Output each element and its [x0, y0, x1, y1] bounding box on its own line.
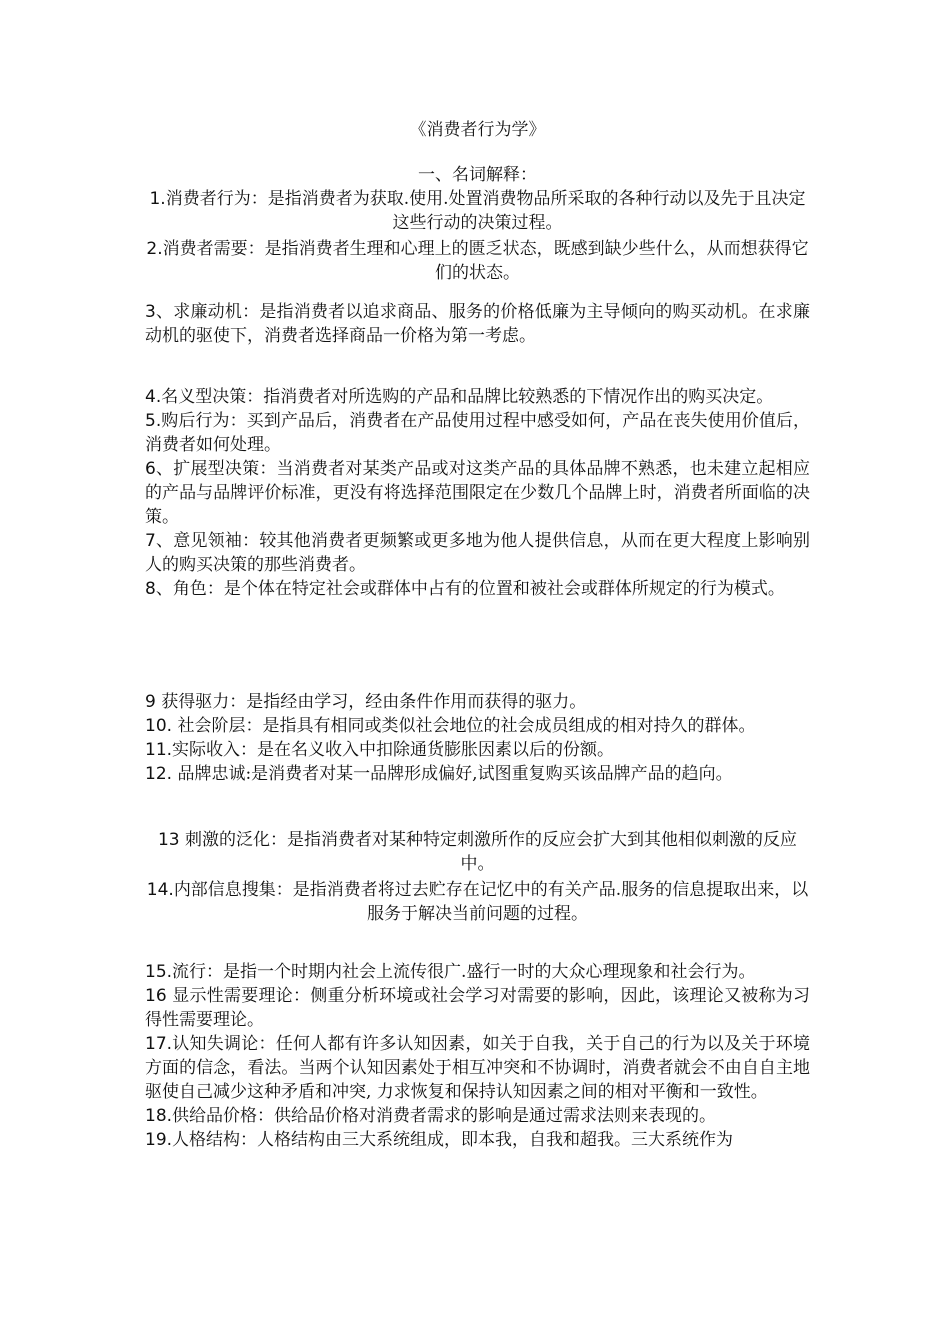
entry-4-number: 4. [145, 387, 162, 407]
document-title-wrap [145, 118, 810, 142]
entry-8-text: 角色：是个体在特定社会或群体中占有的位置和被社会或群体所规定的行为模式。 [172, 579, 785, 599]
entry-4 [145, 385, 810, 409]
entry-2 [145, 237, 810, 285]
entry-1 [145, 187, 810, 235]
entry-group-1 [145, 187, 810, 285]
entry-group-5 [145, 828, 810, 926]
entry-17-text: 认知失调论：任何人都有许多认知因素，如关于自我，关于自己的行为以及关于环境方面的信念，看法。当两个认知因素处于相互冲突和不协调时，消费者就会不由自自主地驱使自己减少这种矛盾和冲突, 力求恢复和保持认知因素之间的相对平衡和一致性。 [145, 1034, 810, 1102]
entry-15-text: 流行：是指一个时期内社会上流传很广.盛行一时的大众心理现象和社会行为。 [172, 962, 756, 982]
entry-16 [145, 984, 810, 1032]
entry-9 [145, 690, 810, 714]
entry-17 [145, 1032, 810, 1104]
entry-3-text: 求廉动机：是指消费者以追求商品、服务的价格低廉为主导倾向的购买动机。在求廉动机的驱使下，消费者选择商品一价格为第一考虑。 [145, 302, 810, 346]
entry-8 [145, 577, 810, 601]
entry-19 [145, 1128, 810, 1152]
section-heading: 一、名词解释： [418, 165, 537, 185]
entry-13 [145, 828, 810, 876]
entry-12-number: 12. [145, 764, 178, 784]
entry-7-text: 意见领袖：较其他消费者更频繁或更多地为他人提供信息，从而在更大程度上影响别人的购买决策的那些消费者。 [145, 531, 810, 575]
entry-13-number: 13 [157, 830, 186, 850]
entry-9-number: 9 [145, 692, 162, 712]
section-heading-wrap [145, 163, 810, 187]
entry-3 [145, 300, 810, 348]
entry-9-text: 获得驱力：是指经由学习，经由条件作用而获得的驱力。 [161, 692, 587, 712]
entry-5-number: 5. [145, 411, 162, 431]
entry-19-text: 人格结构：人格结构由三大系统组成，即本我，自我和超我。三大系统作为 [172, 1130, 734, 1150]
entry-15-number: 15. [145, 962, 173, 982]
entry-19-number: 19. [145, 1130, 173, 1150]
entry-7-number: 7、 [145, 531, 174, 551]
entry-1-text: 消费者行为：是指消费者为获取.使用.处置消费物品所采取的各种行动以及先于且决定这些行动的决策过程。 [165, 189, 806, 233]
entry-10-number: 10. [145, 716, 178, 736]
entry-group-2 [145, 300, 810, 348]
entry-16-number: 16 [145, 986, 173, 1006]
entry-group-4 [145, 690, 810, 786]
entry-6-number: 6、 [145, 459, 174, 479]
entry-2-text: 消费者需要：是指消费者生理和心理上的匮乏状态，既感到缺少些什么，从而想获得它们的状态。 [162, 239, 809, 283]
entry-10 [145, 714, 810, 738]
entry-11 [145, 738, 810, 762]
entry-12 [145, 762, 810, 786]
entry-18-number: 18. [145, 1106, 173, 1126]
entry-11-number: 11. [145, 740, 173, 760]
entry-5 [145, 409, 810, 457]
entry-14-text: 内部信息搜集：是指消费者将过去贮存在记忆中的有关产品.服务的信息提取出来，以服务于解决当前问题的过程。 [173, 880, 809, 924]
entry-10-text: 社会阶层：是指具有相同或类似社会地位的社会成员组成的相对持久的群体。 [177, 716, 756, 736]
document-title: 《消费者行为学》 [409, 120, 546, 140]
entry-13-text: 刺激的泛化：是指消费者对某种特定刺激所作的反应会扩大到其他相似刺激的反应中。 [185, 830, 798, 874]
entry-2-number: 2. [146, 239, 163, 259]
entry-8-number: 8、 [145, 579, 173, 599]
entry-group-6 [145, 960, 810, 1152]
entry-12-text: 品牌忠诚:是消费者对某一品牌形成偏好,试图重复购买该品牌产品的趋向。 [177, 764, 733, 784]
entry-16-text: 显示性需要理论：侧重分析环境或社会学习对需要的影响，因此，该理论又被称为习得性需要理论。 [145, 986, 810, 1030]
entry-4-text: 名义型决策：指消费者对所选购的产品和品牌比较熟悉的下情况作出的购买决定。 [161, 387, 774, 407]
entry-15 [145, 960, 810, 984]
entry-14 [145, 878, 810, 926]
entry-6 [145, 457, 810, 529]
entry-6-text: 扩展型决策：当消费者对某类产品或对这类产品的具体品牌不熟悉，也未建立起相应的产品与品牌评价标准，更没有将选择范围限定在少数几个品牌上时，消费者所面临的决策。 [145, 459, 810, 527]
entry-3-number: 3、 [145, 302, 174, 322]
entry-group-3 [145, 385, 810, 601]
entry-18 [145, 1104, 810, 1128]
entry-17-number: 17. [145, 1034, 173, 1054]
entry-11-text: 实际收入：是在名义收入中扣除通货膨胀因素以后的份额。 [172, 740, 615, 760]
entry-5-text: 购后行为：买到产品后，消费者在产品使用过程中感受如何，产品在丧失使用价值后，消费者如何处理。 [145, 411, 810, 455]
entry-7 [145, 529, 810, 577]
entry-1-number: 1. [149, 189, 166, 209]
entry-18-text: 供给品价格：供给品价格对消费者需求的影响是通过需求法则来表现的。 [172, 1106, 717, 1126]
entry-14-number: 14. [146, 880, 174, 900]
